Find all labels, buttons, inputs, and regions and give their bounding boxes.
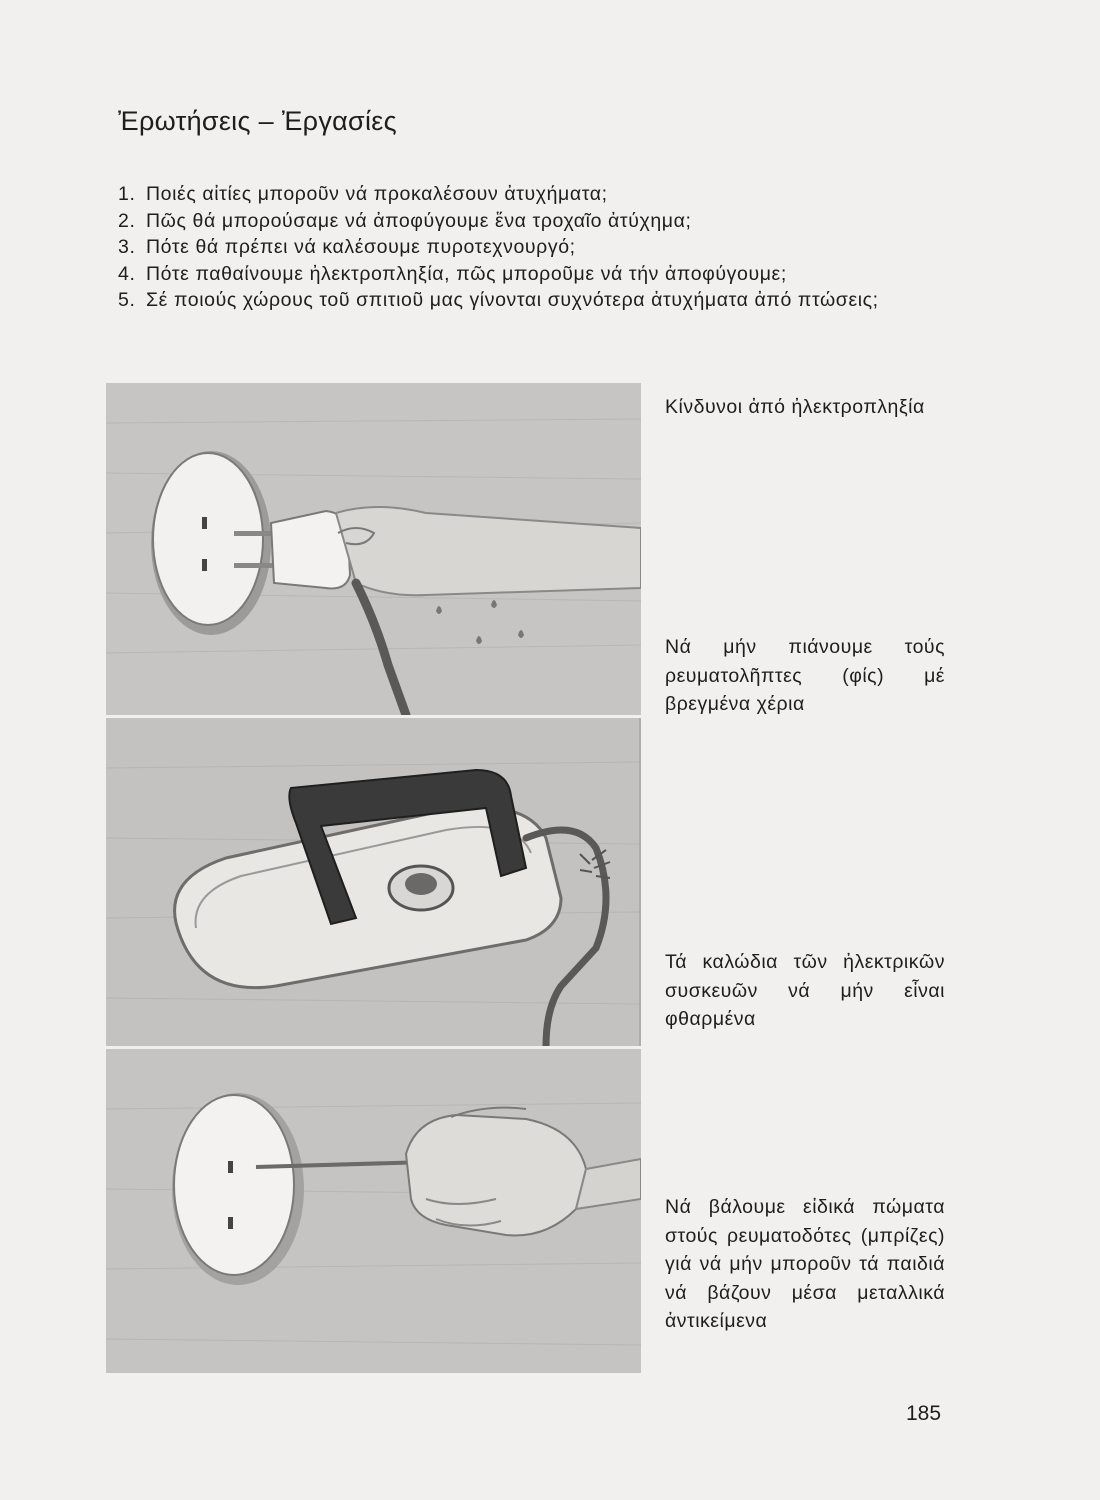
caption-plugs: Νά μήν πιάνουμε τούς ρευματολῆπτες (φίς) μέ βρεγμένα χέρια xyxy=(665,636,945,715)
illustrations-column xyxy=(106,383,641,1373)
question-item: 5. Σέ ποιούς χώρους τοῦ σπιτιοῦ μας γίνονται συχνότερα ἀτυχήματα ἀπό πτώσεις; xyxy=(118,289,879,311)
caption-sockets: Νά βάλουμε εἰδικά πώματα στούς ρευματοδότες (μπρίζες) γιά νά μήν μποροῦν τά παιδιά νά βάζουν μέσα μεταλλικά ἀντικείμενα xyxy=(665,1196,945,1332)
question-item: 1. Ποιές αἰτίες μποροῦν νά προκαλέσουν ἀτυχήματα; xyxy=(118,183,608,205)
section-heading: Ἐρωτήσεις – Ἐργασίες xyxy=(118,106,397,136)
caption-title: Κίνδυνοι ἀπό ἠλεκτροπληξία xyxy=(665,396,925,418)
socket-metal-object-illustration xyxy=(106,1049,641,1373)
page-number: 185 xyxy=(906,1402,942,1425)
caption-cables: Τά καλώδια τῶν ἠλεκτρικῶν συσκευῶν νά μήν εἶναι φθαρμένα xyxy=(665,951,945,1030)
iron-damaged-cable-illustration xyxy=(106,718,641,1046)
questions-list xyxy=(118,181,948,314)
question-item: 4. Πότε παθαίνουμε ἠλεκτροπληξία, πῶς μποροῦμε νά τήν ἀποφύγουμε; xyxy=(118,262,787,285)
question-item: 3. Πότε θά πρέπει νά καλέσουμε πυροτεχνουργό; xyxy=(118,236,576,258)
plug-wet-hands-illustration xyxy=(106,383,641,715)
question-item: 2. Πῶς θά μπορούσαμε νά ἀποφύγουμε ἕνα τροχαῖο ἀτύχημα; xyxy=(118,209,692,232)
